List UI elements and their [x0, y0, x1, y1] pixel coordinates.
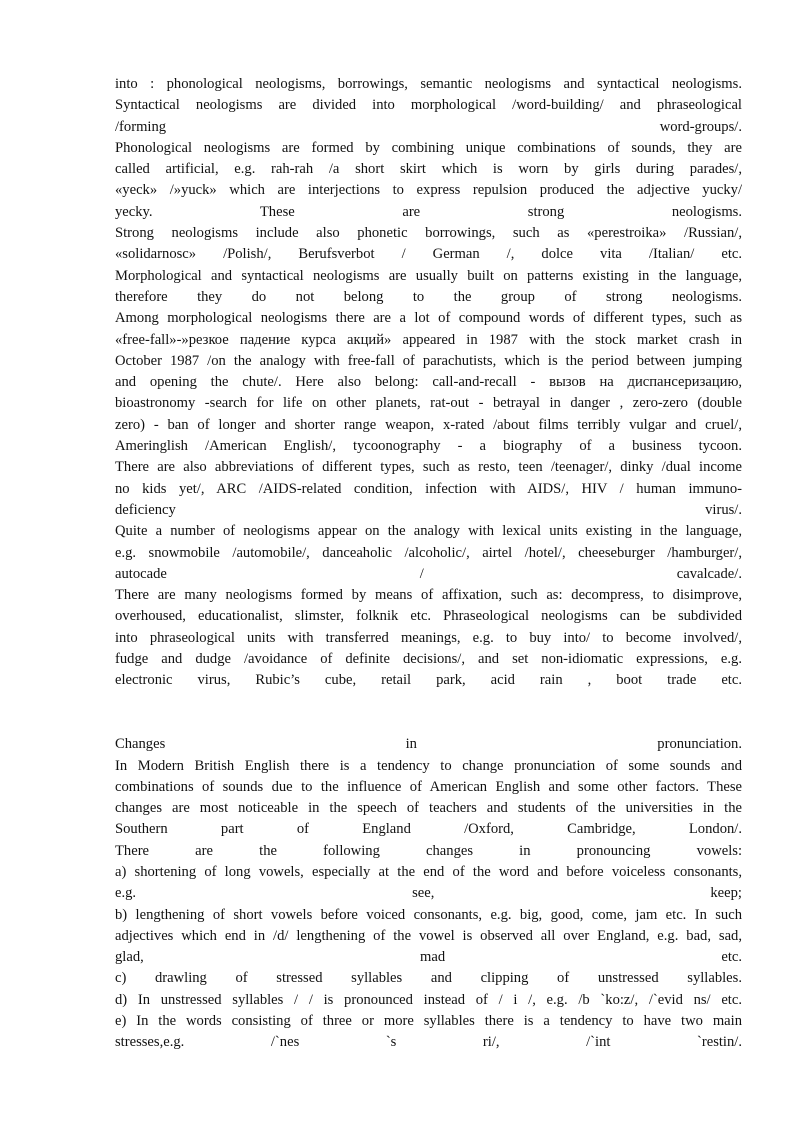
text-line: a) shortening of long vowels, especially at the end of the word and before voiceless consonants,	[115, 863, 742, 880]
text-line: c) drawling of stressed syllables and clipping of unstressed syllables.	[115, 970, 742, 987]
text-line: therefore they do not belong to the group of strong neologisms.	[115, 288, 742, 305]
text-line: e.g. see, keep;	[115, 885, 742, 902]
text-line: no kids yet/, ARC /AIDS-related condition, infection with AIDS/, HIV / human immuno-	[115, 480, 742, 497]
text-line: into phraseological units with transferred meanings, e.g. to buy into/ to become involved/,	[115, 629, 742, 646]
text-line: called artificial, e.g. rah-rah /a short skirt which is worn by girls during parades/,	[115, 161, 742, 178]
text-line: Among morphological neologisms there are a lot of compound words of different types, such as	[115, 310, 742, 327]
text-line: into : phonological neologisms, borrowings, semantic neologisms and syntactical neologisms.	[115, 76, 742, 92]
text-line: Strong neologisms include also phonetic borrowings, such as «perestroika» /Russian/,	[115, 225, 742, 242]
text-line: There are the following changes in pronouncing vowels:	[115, 842, 742, 859]
text-line: glad, mad etc.	[115, 949, 742, 966]
text-line: There are many neologisms formed by means of affixation, such as: decompress, to disimprove,	[115, 587, 742, 604]
text-line: overhoused, educationalist, slimster, folknik etc. Phraseological neologisms can be subdivided	[115, 608, 742, 625]
text-line: changes are most noticeable in the speech of teachers and students of the universities in the	[115, 800, 742, 817]
text-line: adjectives which end in /d/ lengthening of the vowel is observed all over England, e.g. bad, sad,	[115, 927, 742, 944]
document-page	[115, 74, 742, 1054]
text-line: «free-fall»-»резкое падение курса акций» appeared in 1987 with the stock market crash in	[115, 331, 742, 348]
section-gap	[115, 692, 742, 735]
text-line: Syntactical neologisms are divided into morphological /word-building/ and phraseological	[115, 97, 742, 114]
text-line: Phonological neologisms are formed by combining unique combinations of sounds, they are	[115, 139, 742, 156]
text-line: bioastronomy -search for life on other planets, rat-out - betrayal in danger , zero-zero (double	[115, 395, 742, 412]
pronunciation-section	[115, 734, 742, 1053]
neologisms-section	[115, 74, 742, 692]
text-line: /forming word-groups/.	[115, 118, 742, 135]
text-line: Quite a number of neologisms appear on the analogy with lexical units existing in the language,	[115, 523, 742, 540]
text-line: e) In the words consisting of three or more syllables there is a tendency to have two main	[115, 1013, 742, 1030]
text-line: b) lengthening of short vowels before voiced consonants, e.g. big, good, come, jam etc. In such	[115, 906, 742, 923]
text-line: e.g. snowmobile /automobile/, danceaholic /alcoholic/, airtel /hotel/, cheeseburger /hamburger/,	[115, 544, 742, 561]
text-line: «yeck» /»yuck» which are interjections to express repulsion produced the adjective yucky/	[115, 182, 742, 199]
text-line: deficiency virus/.	[115, 501, 742, 518]
text-line: Ameringlish /American English/, tycoonography - a biography of a business tycoon.	[115, 438, 742, 455]
text-line: Southern part of England /Oxford, Cambridge, London/.	[115, 821, 742, 838]
text-line: stresses,e.g. /`nes `s ri/, /`int `restin/.	[115, 1034, 742, 1051]
text-line: autocade / cavalcade/.	[115, 565, 742, 582]
text-line: October 1987 /on the analogy with free-fall of parachutists, which is the period between jumping	[115, 352, 742, 369]
text-line: combinations of sounds due to the influence of American English and some other factors. These	[115, 778, 742, 795]
text-line: d) In unstressed syllables / / is pronounced instead of / i /, e.g. /b `ko:z/, /`evid ns/ etc.	[115, 991, 742, 1008]
text-line: In Modern British English there is a tendency to change pronunciation of some sounds and	[115, 757, 742, 774]
text-line: electronic virus, Rubic’s cube, retail park, acid rain , boot trade etc.	[115, 672, 742, 689]
section-heading: Changes in pronunciation.	[115, 736, 742, 753]
text-line: «solidarnosc» /Polish/, Berufsverbot / German /, dolce vita /Italian/ etc.	[115, 246, 742, 263]
text-line: and opening the chute/. Here also belong: call-and-recall - вызов на диспансеризацию,	[115, 374, 742, 391]
text-line: yecky. These are strong neologisms.	[115, 203, 742, 220]
text-line: zero) - ban of longer and shorter range weapon, x-rated /about films terribly vulgar and cruel/,	[115, 416, 742, 433]
text-line: Morphological and syntactical neologisms are usually built on patterns existing in the language,	[115, 267, 742, 284]
text-line: fudge and dudge /avoidance of definite decisions/, and set non-idiomatic expressions, e.g.	[115, 651, 742, 668]
text-line: There are also abbreviations of different types, such as resto, teen /teenager/, dinky /dual income	[115, 459, 742, 476]
